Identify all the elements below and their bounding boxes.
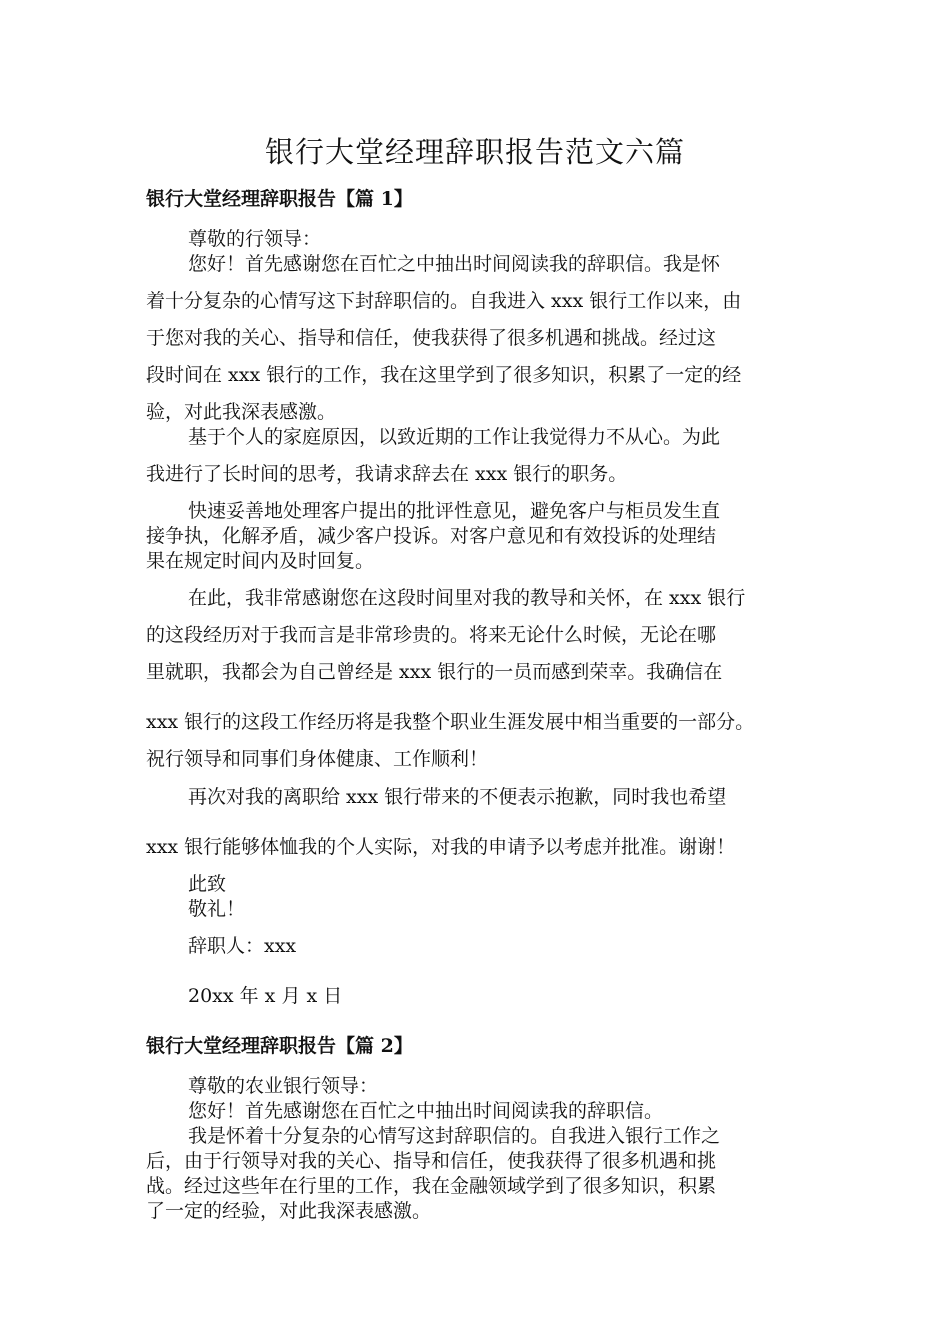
paragraph-line: xxx 银行能够体恤我的个人实际，对我的申请予以考虑并批准。谢谢！	[146, 836, 736, 858]
section-heading-1: 银行大堂经理辞职报告【篇 1】	[146, 188, 413, 210]
paragraph-line: 于您对我的关心、指导和信任，使我获得了很多机遇和挑战。经过这	[146, 327, 717, 349]
paragraph-line: 您好！首先感谢您在百忙之中抽出时间阅读我的辞职信。我是怀	[188, 253, 721, 275]
closing-line: 此致	[188, 873, 227, 895]
paragraph-line: 段时间在 xxx 银行的工作，我在这里学到了很多知识，积累了一定的经	[146, 364, 742, 386]
paragraph-line: 后，由于行领导对我的关心、指导和信任，使我获得了很多机遇和挑	[146, 1150, 717, 1172]
paragraph-line: 祝行领导和同事们身体健康、工作顺利！	[146, 748, 489, 770]
paragraph-line: 着十分复杂的心情写这下封辞职信的。自我进入 xxx 银行工作以来，由	[146, 290, 742, 312]
paragraph-line: xxx 银行的这段工作经历将是我整个职业生涯发展中相当重要的一部分。	[146, 711, 755, 733]
date-line: 20xx 年 x 月 x 日	[188, 985, 343, 1007]
paragraph-line: 再次对我的离职给 xxx 银行带来的不便表示抱歉，同时我也希望	[188, 786, 727, 808]
closing-line: 敬礼！	[188, 898, 246, 920]
paragraph-line: 快速妥善地处理客户提出的批评性意见，避免客户与柜员发生直	[188, 500, 721, 522]
signature-line: 辞职人：xxx	[188, 935, 297, 957]
paragraph-line: 基于个人的家庭原因，以致近期的工作让我觉得力不从心。为此	[188, 426, 721, 448]
paragraph-line: 果在规定时间内及时回复。	[146, 550, 375, 572]
section-heading-2: 银行大堂经理辞职报告【篇 2】	[146, 1035, 413, 1057]
paragraph-line: 我是怀着十分复杂的心情写这封辞职信的。自我进入银行工作之	[188, 1125, 721, 1147]
paragraph-line: 的这段经历对于我而言是非常珍贵的。将来无论什么时候，无论在哪	[146, 624, 717, 646]
salutation: 尊敬的行领导：	[188, 228, 322, 250]
paragraph-line: 里就职，我都会为自己曾经是 xxx 银行的一员而感到荣幸。我确信在	[146, 661, 723, 683]
paragraph-line: 您好！首先感谢您在百忙之中抽出时间阅读我的辞职信。	[188, 1100, 664, 1122]
paragraph-line: 战。经过这些年在行里的工作，我在金融领域学到了很多知识，积累	[146, 1175, 717, 1197]
paragraph-line: 了一定的经验，对此我深表感激。	[146, 1200, 432, 1222]
paragraph-line: 在此，我非常感谢您在这段时间里对我的教导和关怀，在 xxx 银行	[188, 587, 746, 609]
paragraph-line: 验，对此我深表感激。	[146, 401, 337, 423]
paragraph-line: 我进行了长时间的思考，我请求辞去在 xxx 银行的职务。	[146, 463, 628, 485]
paragraph-line: 接争执，化解矛盾，减少客户投诉。对客户意见和有效投诉的处理结	[146, 525, 717, 547]
salutation: 尊敬的农业银行领导：	[188, 1075, 379, 1097]
document-title: 银行大堂经理辞职报告范文六篇	[264, 135, 685, 169]
